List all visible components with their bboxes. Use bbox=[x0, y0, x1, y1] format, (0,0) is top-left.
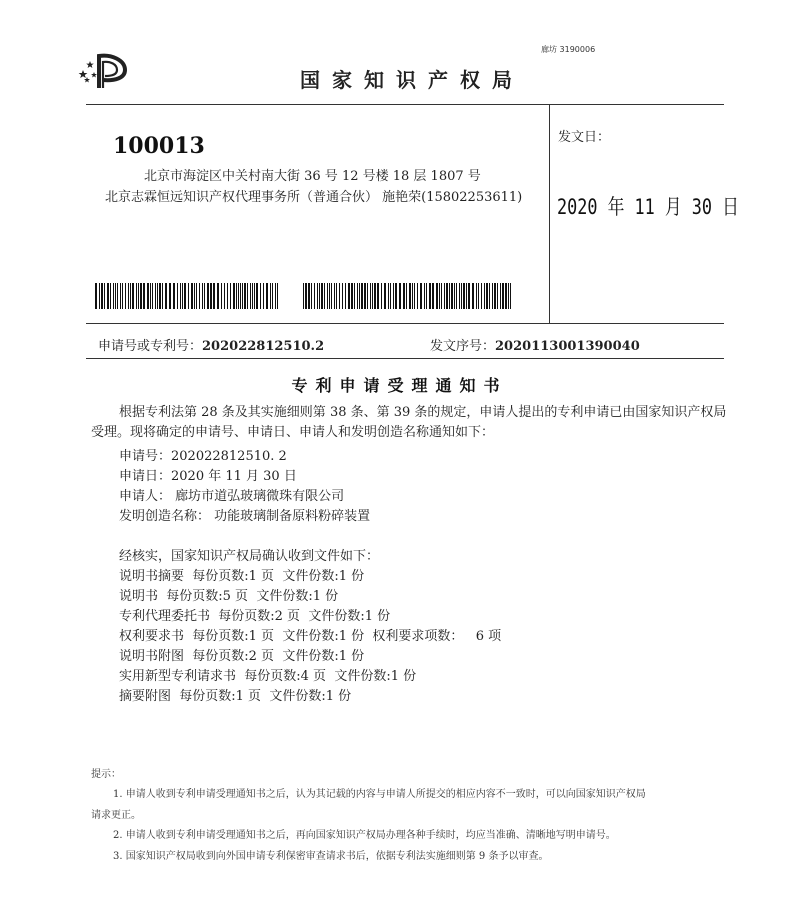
tip-item-continued: 请求更正。 bbox=[91, 810, 141, 821]
cnipa-logo bbox=[77, 50, 133, 92]
file-item: 权利要求书 每份页数:1 页 文件份数:1 份 权利要求项数： 6 项 bbox=[119, 629, 502, 644]
intro-line-2: 受理。现将确定的申请号、申请日、申请人和发明创造名称通知如下： bbox=[91, 425, 495, 440]
barcode-left bbox=[95, 283, 280, 309]
application-number-value: 202022812510.2 bbox=[202, 339, 325, 354]
application-number-row bbox=[98, 335, 324, 354]
document-serial-row bbox=[430, 335, 640, 354]
field-application-date: 申请日：2020 年 11 月 30 日 bbox=[119, 469, 297, 484]
tips-label: 提示： bbox=[91, 769, 121, 780]
file-item: 摘要附图 每份页数:1 页 文件份数:1 份 bbox=[119, 689, 352, 704]
application-number-label: 申请号或专利号： bbox=[98, 339, 203, 354]
field-application-number: 申请号：202022812510. 2 bbox=[119, 449, 287, 464]
file-item: 说明书附图 每份页数:2 页 文件份数:1 份 bbox=[119, 649, 365, 664]
file-item: 实用新型专利请求书 每份页数:4 页 文件份数:1 份 bbox=[119, 669, 417, 684]
field-applicant: 申请人： 廊坊市道弘玻璃微珠有限公司 bbox=[119, 489, 345, 504]
notice-title: 专利申请受理通知书 bbox=[291, 376, 508, 395]
file-item: 说明书 每份页数:5 页 文件份数:1 份 bbox=[119, 589, 339, 604]
recipient-agency: 北京志霖恒远知识产权代理事务所（普通合伙） 施艳荣(15802253611) bbox=[105, 190, 523, 205]
file-item: 说明书摘要 每份页数:1 页 文件份数:1 份 bbox=[119, 569, 365, 584]
intro-line-1: 根据专利法第 28 条及其实施细则第 38 条、第 39 条的规定，申请人提出的专利申请已由国家知识产权局 bbox=[119, 405, 727, 420]
issue-date: 2020 年 11 月 30 日 bbox=[557, 195, 739, 219]
address-block-bottom bbox=[86, 323, 724, 324]
tip-item: 3. 国家知识产权局收到向外国申请专利保密审查请求书后，依据专利法实施细则第 9 条予以审查。 bbox=[113, 851, 549, 862]
postcode: 100013 bbox=[113, 133, 205, 159]
issue-date-label: 发文日： bbox=[558, 130, 611, 145]
barcode-right bbox=[303, 283, 513, 309]
file-item: 专利代理委托书 每份页数:2 页 文件份数:1 份 bbox=[119, 609, 391, 624]
numbers-block-bottom bbox=[86, 358, 724, 359]
document-serial-label: 发文序号： bbox=[430, 339, 496, 354]
header-divider bbox=[86, 104, 724, 105]
document-serial-value: 2020113001390040 bbox=[495, 339, 640, 354]
tip-item: 1. 申请人收到专利申请受理通知书之后，认为其记载的内容与申请人所提交的相应内容不一致时，可以向国家知识产权局 bbox=[113, 789, 646, 800]
document-code: 廊坊 3190006 bbox=[541, 45, 596, 54]
column-divider bbox=[549, 104, 550, 323]
tip-item: 2. 申请人收到专利申请受理通知书之后，再向国家知识产权局办理各种手续时，均应当准确、清晰地写明申请号。 bbox=[113, 830, 616, 841]
field-invention-title: 发明创造名称： 功能玻璃制备原料粉碎装置 bbox=[119, 509, 371, 524]
files-intro: 经核实，国家知识产权局确认收到文件如下： bbox=[119, 549, 380, 564]
recipient-address: 北京市海淀区中关村南大街 36 号 12 号楼 18 层 1807 号 bbox=[144, 169, 481, 184]
office-name: 国家知识产权局 bbox=[300, 68, 524, 92]
